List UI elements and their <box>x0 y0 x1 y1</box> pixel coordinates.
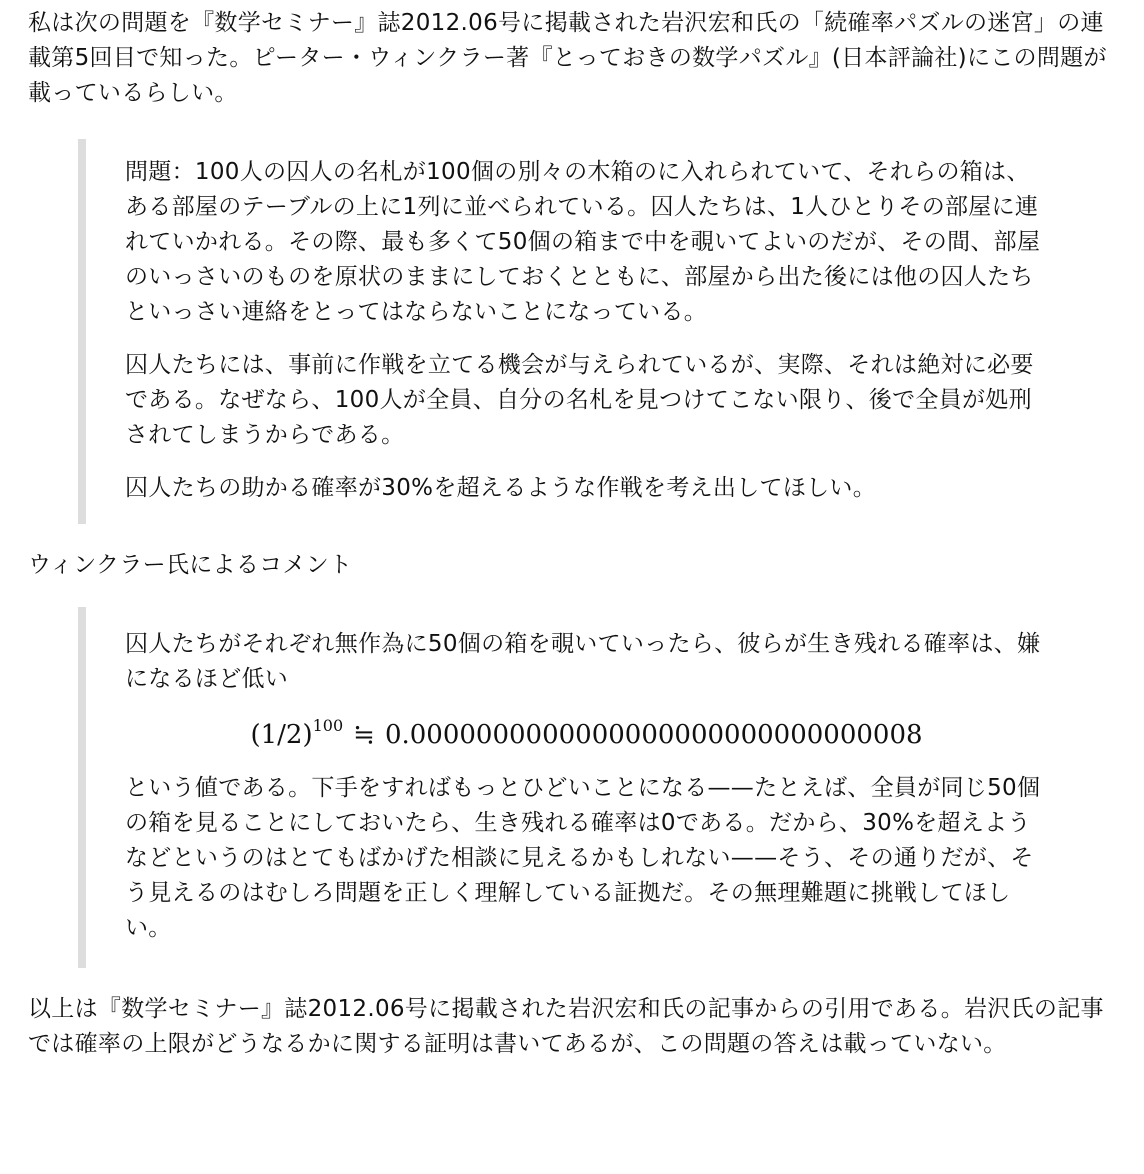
formula-relation: ≒ <box>353 720 375 750</box>
problem-paragraph: 囚人たちには、事前に作戦を立てる機会が与えられているが、実際、それは絶対に必要である。なぜなら、100人が全員、自分の名札を見つけてこない限り、後で全員が処刑されてしまうからである。 <box>125 352 1034 448</box>
formula-value: 0.0000000000000000000000000000008 <box>384 720 923 750</box>
closing-paragraph: 以上は『数学セミナー』誌2012.06号に掲載された岩沢宏和氏の記事からの引用である。岩沢氏の記事では確率の上限がどうなるかに関する証明は書いてあるが、この問題の答えは載っていない。 <box>28 996 1104 1057</box>
probability-formula <box>125 715 1048 755</box>
problem-paragraph: 問題：100人の囚人の名札が100個の別々の木箱のに入れられていて、それらの箱は、ある部屋のテーブルの上に1列に並べられている。囚人たちは、1人ひとりその部屋に連れていかれる。その際、最も多くて50個の箱まで中を覗いてよいのだが、その間、部屋のいっさいのものを原状のままにしておくとともに、部屋から出た後には他の囚人たちといっさい連絡をとってはならないことになっている。 <box>125 159 1041 325</box>
comment-paragraph: という値である。下手をすればもっとひどいことになる——たとえば、全員が同じ50個の箱を見ることにしておいたら、生き残れる確率は0である。だから、30%を超えようなどというのはとてもばかげた相談に見えるかもしれない——そう、その通りだが、そう見えるのはむしろ問題を正しく理解している証拠だ。その無理難題に挑戦してほしい。 <box>125 775 1041 941</box>
comment-paragraph: 囚人たちがそれぞれ無作為に50個の箱を覗いていったら、彼らが生き残れる確率は、嫌になるほど低い <box>125 631 1041 692</box>
intro-paragraph: 私は次の問題を『数学セミナー』誌2012.06号に掲載された岩沢宏和氏の「続確率パズルの迷宮」の連載第5回目で知った。ピーター・ウィンクラー著『とっておきの数学パズル』(日本評論社)にこの問題が載っているらしい。 <box>28 10 1107 106</box>
formula-base: (1/2) <box>250 720 313 750</box>
problem-paragraph: 囚人たちの助かる確率が30%を超えるような作戦を考え出してほしい。 <box>125 475 877 501</box>
comment-blockquote <box>78 607 1118 968</box>
problem-blockquote <box>78 139 1118 524</box>
comment-heading: ウィンクラー氏によるコメント <box>28 552 353 578</box>
article-body <box>28 6 1118 1062</box>
formula-exponent: 100 <box>312 716 344 735</box>
